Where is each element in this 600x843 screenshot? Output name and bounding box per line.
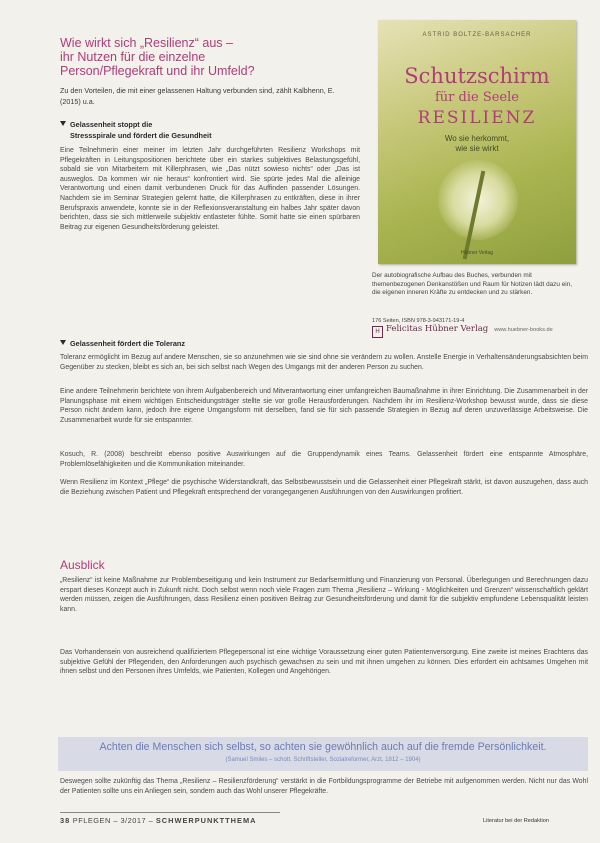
issue-label: PFLEGEN – 3/2017 –: [72, 816, 154, 825]
heading-line-2: ihr Nutzen für die einzelne: [60, 50, 206, 64]
section2-paragraph-2: Eine andere Teilnehmerin berichtete von ihrem Aufgabenbereich und Mitverantwortung einer umfangreichen Baumaßnahme in ihrer Einrichtung. Die Zusammenarbeit in der Planungsphase mit einem wichtigen Entscheidungsträger stellte sie vor große Herausforderungen. Nachdem ihr im Resilienz-Workshop bewusst wurde, dass sie diese Person nicht ändern kann, jedoch ihre eigene Umgangsform mit derselben, fand sie für sich passende Strategien in Bezug auf deren unzuverlässige Arbeitsweise. Die Zusammenarbeit wurde für sie entspannter.: [60, 388, 588, 424]
quote-source: (Samuel Smiles – schott. Schriftsteller, Sozialreformer, Arzt, 1812 – 1904): [225, 757, 421, 763]
ausblick-paragraph-2: Das Vorhandensein von ausreichend qualifiziertem Pflegepersonal ist eine wichtige Voraussetzung einer guten Patientenversorgung. Eine zweite ist meines Erachtens das subjektive Gefühl der Pflegenden, den Anforderungen auch psychisch gewachsen zu sein und mit ihnen umgehen zu können. Dies erfordert ein achtsames Umgehen mit ihnen selbst und den Personen ihres Umfelds, wie Patienten, Kollegen und Angehörigen.: [60, 649, 588, 676]
book-title-2: für die Seele: [435, 90, 519, 105]
book-title: Schutzschirm: [404, 64, 550, 88]
triangle-bullet-icon: [60, 340, 66, 345]
quote-text: Achten die Menschen sich selbst, so achten sie gewöhnlich auch auf die fremde Persönlichkeit.: [99, 741, 547, 753]
section2-paragraph-1: Toleranz ermöglicht im Bezug auf andere Menschen, sie so anzunehmen wie sie sind ohne sie verändern zu wollen. Anstelle Energie in Verhaltensänderungsabsichten beim Gegenüber zu stecken, bleibt es sich an, bei sich selbst nach Wegen des Umgangs mit der anderen Person zu suchen.: [60, 354, 588, 371]
book-subtitle: Wo sie herkommt, wie sie wirkt: [444, 134, 510, 153]
ausblick-heading: Ausblick: [60, 558, 105, 572]
book-author: ASTRID BOLTZE-BARSACHER: [422, 32, 532, 38]
section2-paragraph-3: Kosuch, R. (2008) beschreibt ebenso positive Auswirkungen auf die Gruppendynamik eines Teams. Gelassenheit fördert eine entspannte Atmosphäre, Problemlösefähigkeiten und die Kommunikation miteinander.: [60, 451, 588, 468]
book-title-3: RESILIENZ: [417, 108, 537, 128]
publisher-info: [372, 318, 582, 338]
heading-line-1: Wie wirkt sich „Resilienz“ aus –: [60, 36, 233, 50]
book-publisher: Hübner Verlag: [461, 250, 493, 256]
closing-paragraph: Deswegen sollte zukünftig das Thema „Resilienz – Resilienzförderung“ verstärkt in die Fortbildungsprogramme der Betriebe mit aufgenommen werden. Nicht nur das Wohl der Patienten sollte uns ein Anliegen sein, sondern auch das Wohl unserer Pflegekräfte.: [60, 778, 588, 795]
triangle-bullet-icon: [60, 121, 66, 126]
publisher-name: Felicitas Hübner Verlag: [386, 324, 489, 334]
publisher-logo-icon: H: [372, 326, 383, 338]
page-number: 38: [60, 816, 71, 825]
section2-paragraph-4: Wenn Resilienz im Kontext „Pflege“ die psychische Widerstandkraft, das Selbstbewusstsein und die Gelassenheit einer Pflegekraft stärkt, ist davon auszugehen, dass auch die Beziehung zwischen Patient und Pflegekraft entsprechend der vorangegangenen Ausführungen von den Auswirkungen profitiert.: [60, 479, 588, 496]
book-cover-image: [378, 20, 576, 264]
subheading-toleranz: Gelassenheit fördert die Toleranz: [60, 339, 185, 350]
section1-paragraph: Eine Teilnehmerin einer meiner im letzten Jahr durchgeführten Resilienz Workshops mit Pflegekräften in Leitungspositionen berichtete über ein starkes subjektives Belastungsgefühl, sobald sie von Mitarbeitern mit Killerphrasen, wie „Das nützt sowieso nichts“ oder „Das ist ausweglos. Da kommen wir nie heraus“ konfrontiert wird. Sie spürte jedes Mal die alleinige Verantwortung und einen damit verbundenen Druck für das Auffinden passender Lösungen. Nachdem sie im Seminar Strategien gelernt hatte, die Killerphrasen zu entkräften, diese in ihrer Berufspraxis anwendete, konnte sie in der Reflexionsveranstaltung ein halbes Jahr später davon berichten, dass sie sich mittlerweile subjektiv entlasteter fühlte. Somit hatte sie einen spürbaren Beitrag zur eigenen Gesundheitsförderung geleistet.: [60, 147, 360, 231]
intro-text: Zu den Vorteilen, die mit einer gelassenen Haltung verbunden sind, zählt Kalbhenn, E. (2015) u.a.: [60, 86, 335, 106]
section-heading: [60, 36, 360, 78]
publisher-website: www.huebner-books.de: [494, 327, 553, 333]
book-caption: Der autobiografische Aufbau des Buches, verbunden mit themenbezogenen Denkanstößen und Raum für Notizen lädt dazu ein, die eigenen inneren Kräfte zu entdecken und zu stärken.: [372, 272, 573, 297]
footer-divider: [60, 812, 280, 813]
footnote: Literatur bei der Redaktion: [483, 818, 549, 824]
section-label: SCHWERPUNKTTHEMA: [155, 816, 257, 825]
heading-line-3: Person/Pflegekraft und ihr Umfeld?: [60, 64, 255, 78]
ausblick-paragraph-1: „Resilienz“ ist keine Maßnahme zur Problembeseitigung und kein Instrument zur Bedarfsermittlung und Finanzierung von Personal. Überlegungen und Berechnungen dazu erspart dieses Konzept auch in Zukunft nicht. Doch selbst wenn noch viele Fragen zum Thema „Resilienz – Wirkung - Möglichkeiten und Grenzen“ wissenschaftlich geklärt werden müssen, zeigen die Ausführungen, dass Resilienz einen positiven Beitrag zur Gesundheitsförderung und damit für die subjektiv empfundene Lebensqualität leisten kann.: [60, 577, 588, 613]
subheading-gelassenheit-gesundheit: Gelassenheit stoppt die Stressspirale und fördert die Gesundheit: [60, 120, 212, 141]
book-isbn: 176 Seiten, ISBN 978-3-943171-19-4: [372, 318, 465, 324]
quote-box: [58, 737, 588, 771]
page-footer: [60, 816, 256, 825]
